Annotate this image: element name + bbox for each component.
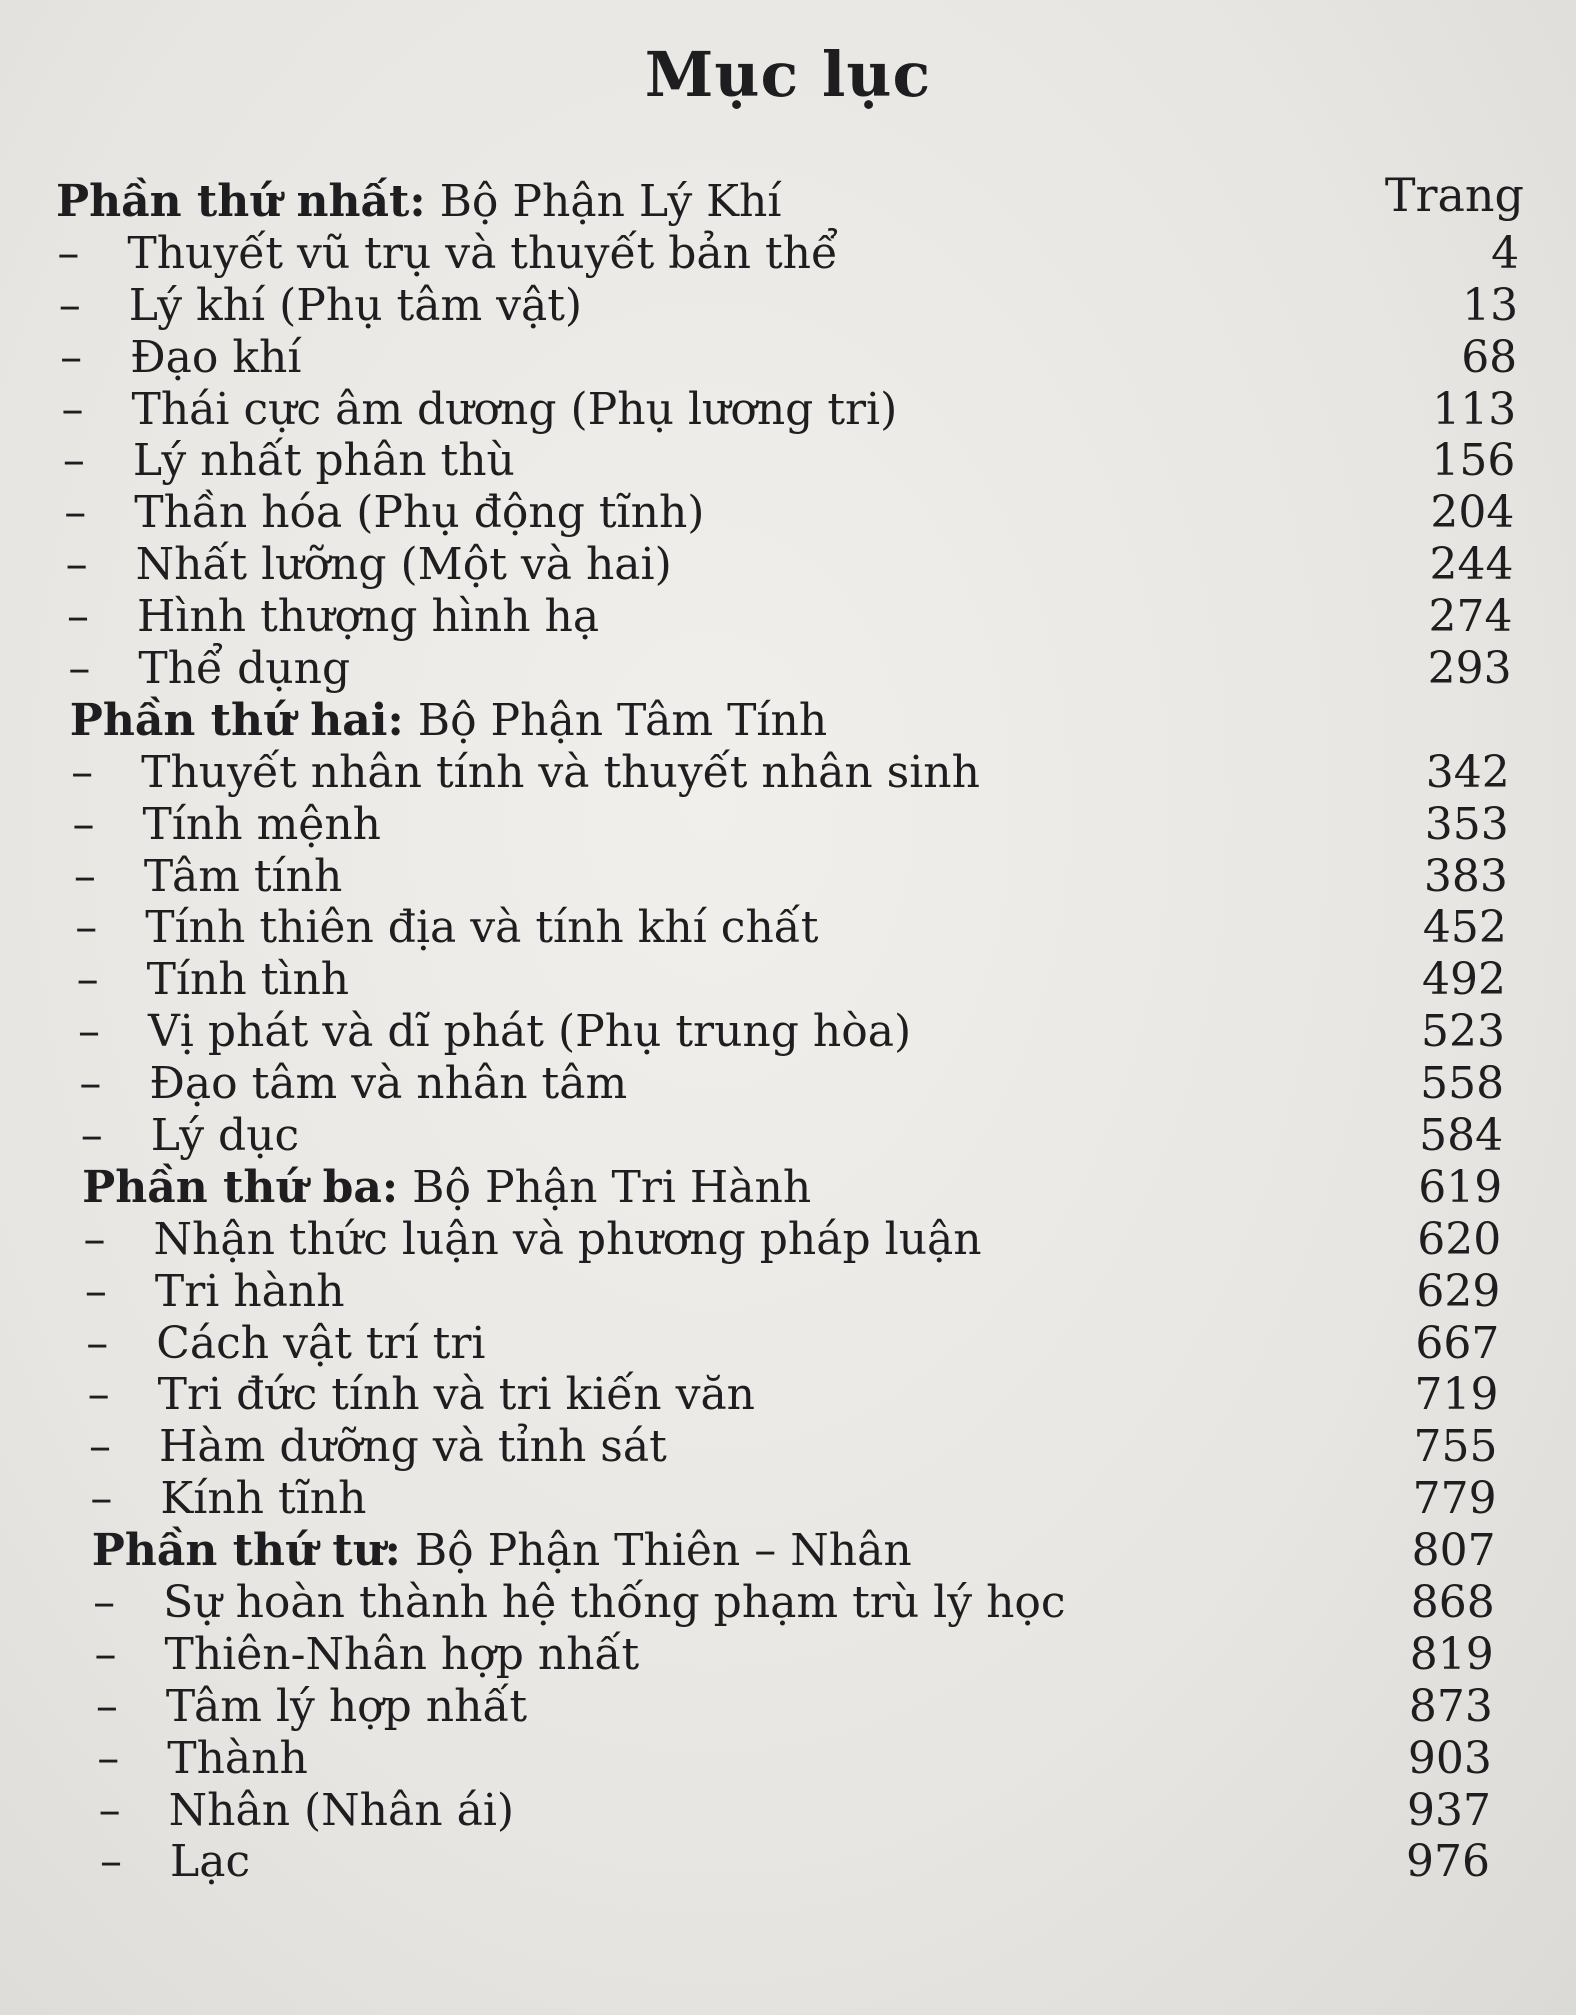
section-label: Phần thứ hai: bbox=[69, 694, 404, 746]
toc-entry bbox=[0, 1577, 1576, 1633]
entry-page-number: 274 bbox=[1428, 591, 1513, 643]
entry-page-number: 353 bbox=[1424, 798, 1509, 850]
entry-title: Nhận thức luận và phương pháp luận bbox=[153, 1213, 982, 1265]
entry-page-number: 819 bbox=[1409, 1628, 1494, 1680]
entry-dash: – bbox=[83, 1213, 106, 1265]
toc-entry bbox=[0, 591, 1576, 647]
entry-title: Lý nhất phân thù bbox=[132, 435, 515, 487]
toc-entry bbox=[0, 902, 1576, 958]
entry-title: Đạo tâm và nhân tâm bbox=[149, 1058, 628, 1110]
section-name: Bộ Phận Lý Khí bbox=[439, 176, 782, 227]
toc-entry bbox=[0, 1733, 1576, 1789]
entry-title: Thiên-Nhân hợp nhất bbox=[164, 1628, 640, 1680]
toc-entry bbox=[0, 747, 1576, 803]
entry-dash: – bbox=[65, 539, 88, 591]
toc-entry bbox=[0, 1681, 1576, 1737]
entry-title: Tri hành bbox=[154, 1265, 345, 1317]
section-name: Bộ Phận Thiên – Nhân bbox=[414, 1525, 912, 1577]
entry-dash: – bbox=[86, 1317, 109, 1369]
entry-dash: – bbox=[87, 1369, 110, 1421]
toc-entry bbox=[0, 280, 1576, 336]
entry-page-number: 452 bbox=[1422, 902, 1507, 954]
section-label: Phần thứ tư: bbox=[91, 1525, 401, 1577]
entry-dash: – bbox=[89, 1421, 111, 1473]
entry-page-number: 903 bbox=[1407, 1732, 1492, 1784]
entry-title: Hàm dưỡng và tỉnh sát bbox=[159, 1421, 667, 1473]
entry-title: Thuyết nhân tính và thuyết nhân sinh bbox=[141, 746, 980, 798]
toc-entry bbox=[0, 1629, 1576, 1685]
entry-dash: – bbox=[98, 1784, 121, 1836]
entry-dash: – bbox=[76, 954, 99, 1006]
toc-entry bbox=[0, 643, 1576, 699]
toc-entry bbox=[0, 1421, 1576, 1477]
toc-entry bbox=[0, 851, 1576, 907]
entry-page-number: 342 bbox=[1425, 746, 1510, 798]
entry-title: Cách vật trí tri bbox=[156, 1317, 486, 1369]
toc-section bbox=[0, 1162, 1576, 1218]
entry-dash: – bbox=[90, 1473, 113, 1525]
section-label: Phần thứ ba: bbox=[82, 1161, 399, 1213]
entry-page-number: 523 bbox=[1421, 1006, 1505, 1058]
entry-title: Nhất lưỡng (Một và hai) bbox=[135, 539, 672, 591]
entry-page-number: 584 bbox=[1419, 1109, 1504, 1161]
entry-title: Tính thiên địa và tính khí chất bbox=[145, 902, 819, 954]
entry-dash: – bbox=[58, 279, 81, 331]
toc-entry bbox=[0, 384, 1576, 440]
entry-title: Tính tình bbox=[146, 954, 350, 1006]
entry-page-number: 293 bbox=[1427, 642, 1512, 694]
entry-dash: – bbox=[79, 1058, 102, 1110]
toc-entry bbox=[0, 487, 1576, 543]
entry-dash: – bbox=[68, 642, 91, 694]
entry-page-number: 937 bbox=[1406, 1784, 1491, 1836]
toc-entry bbox=[0, 1110, 1576, 1166]
entry-dash: – bbox=[84, 1265, 107, 1317]
entry-page-number: 629 bbox=[1416, 1265, 1501, 1317]
entry-title: Sự hoàn thành hệ thống phạm trù lý học bbox=[163, 1576, 1066, 1628]
entry-dash: – bbox=[78, 1006, 100, 1058]
entry-page-number: 204 bbox=[1430, 487, 1515, 539]
toc-entry bbox=[0, 435, 1576, 491]
entry-page-number: 244 bbox=[1429, 539, 1514, 591]
entry-title: Lý khí (Phụ tâm vật) bbox=[128, 279, 583, 331]
entry-page-number: 558 bbox=[1420, 1058, 1505, 1110]
toc-entry bbox=[0, 1785, 1576, 1841]
page-column-label: Trang bbox=[1384, 168, 1524, 222]
entry-dash: – bbox=[67, 591, 89, 643]
toc-entry bbox=[0, 539, 1576, 595]
entry-title: Lý dục bbox=[150, 1109, 300, 1161]
entry-dash: – bbox=[100, 1836, 122, 1888]
toc-entry bbox=[0, 1058, 1576, 1114]
entry-page-number: 68 bbox=[1461, 331, 1518, 383]
entry-title: Vị phát và dĩ phát (Phụ trung hòa) bbox=[148, 1006, 912, 1058]
entry-title: Thái cực âm dương (Phụ lương tri) bbox=[131, 383, 898, 435]
entry-page-number: 619 bbox=[1418, 1161, 1503, 1213]
entry-page-number: 492 bbox=[1421, 954, 1506, 1006]
section-name: Bộ Phận Tâm Tính bbox=[417, 694, 828, 746]
toc-entry bbox=[0, 1318, 1576, 1374]
section-name: Bộ Phận Tri Hành bbox=[412, 1161, 812, 1213]
entry-title: Thuyết vũ trụ và thuyết bản thể bbox=[127, 227, 839, 279]
entry-dash: – bbox=[73, 850, 96, 902]
toc-section bbox=[0, 176, 1576, 232]
entry-page-number: 807 bbox=[1411, 1525, 1496, 1577]
entry-title: Kính tĩnh bbox=[160, 1473, 367, 1525]
section-label: Phần thứ nhất: bbox=[56, 176, 426, 227]
entry-dash: – bbox=[60, 331, 83, 383]
toc-section bbox=[0, 1525, 1576, 1581]
entry-dash: – bbox=[61, 383, 84, 435]
entry-page-number: 976 bbox=[1406, 1836, 1490, 1888]
entry-page-number: 868 bbox=[1410, 1576, 1495, 1628]
entry-title: Tâm lý hợp nhất bbox=[165, 1680, 528, 1732]
entry-page-number: 4 bbox=[1491, 227, 1520, 279]
entry-title: Thành bbox=[167, 1732, 308, 1784]
entry-title: Tâm tính bbox=[143, 850, 343, 902]
toc-entry bbox=[0, 954, 1576, 1010]
entry-title: Lạc bbox=[170, 1836, 251, 1888]
entry-page-number: 620 bbox=[1417, 1213, 1502, 1265]
toc-entry bbox=[0, 1214, 1576, 1270]
entry-dash: – bbox=[94, 1628, 117, 1680]
entry-title: Tri đức tính và tri kiến văn bbox=[157, 1369, 756, 1421]
entry-page-number: 13 bbox=[1462, 279, 1519, 331]
entry-page-number: 113 bbox=[1432, 383, 1517, 435]
entry-title: Thần hóa (Phụ động tĩnh) bbox=[134, 487, 705, 539]
entry-dash: – bbox=[64, 487, 87, 539]
entry-dash: – bbox=[95, 1680, 118, 1732]
toc-entry bbox=[0, 1369, 1576, 1425]
entry-page-number: 873 bbox=[1408, 1680, 1493, 1732]
entry-dash: – bbox=[93, 1576, 116, 1628]
entry-dash: – bbox=[71, 746, 94, 798]
entry-title: Thể dụng bbox=[138, 642, 351, 694]
toc-entry bbox=[0, 1836, 1576, 1892]
page-title: Mục lục bbox=[644, 38, 932, 111]
entry-page-number: 383 bbox=[1423, 850, 1508, 902]
entry-dash: – bbox=[97, 1732, 120, 1784]
entry-title: Nhân (Nhân ái) bbox=[168, 1784, 515, 1836]
entry-page-number: 755 bbox=[1413, 1421, 1498, 1473]
entry-page-number: 156 bbox=[1431, 435, 1516, 487]
toc-entry bbox=[0, 228, 1576, 284]
toc-entry bbox=[0, 1473, 1576, 1529]
toc-entry bbox=[0, 1266, 1576, 1322]
entry-dash: – bbox=[62, 435, 85, 487]
entry-page-number: 667 bbox=[1415, 1317, 1500, 1369]
entry-title: Tính mệnh bbox=[142, 798, 382, 850]
entry-title: Hình thượng hình hạ bbox=[137, 591, 600, 643]
entry-dash: – bbox=[57, 227, 80, 279]
toc-entry bbox=[0, 332, 1576, 388]
toc-section bbox=[0, 695, 1576, 751]
entry-dash: – bbox=[80, 1109, 103, 1161]
entry-dash: – bbox=[72, 798, 95, 850]
entry-page-number: 779 bbox=[1412, 1473, 1497, 1525]
entry-title: Đạo khí bbox=[130, 331, 302, 383]
entry-dash: – bbox=[75, 902, 98, 954]
entry-page-number: 719 bbox=[1414, 1369, 1499, 1421]
toc-entry bbox=[0, 799, 1576, 855]
toc-entry bbox=[0, 1006, 1576, 1062]
